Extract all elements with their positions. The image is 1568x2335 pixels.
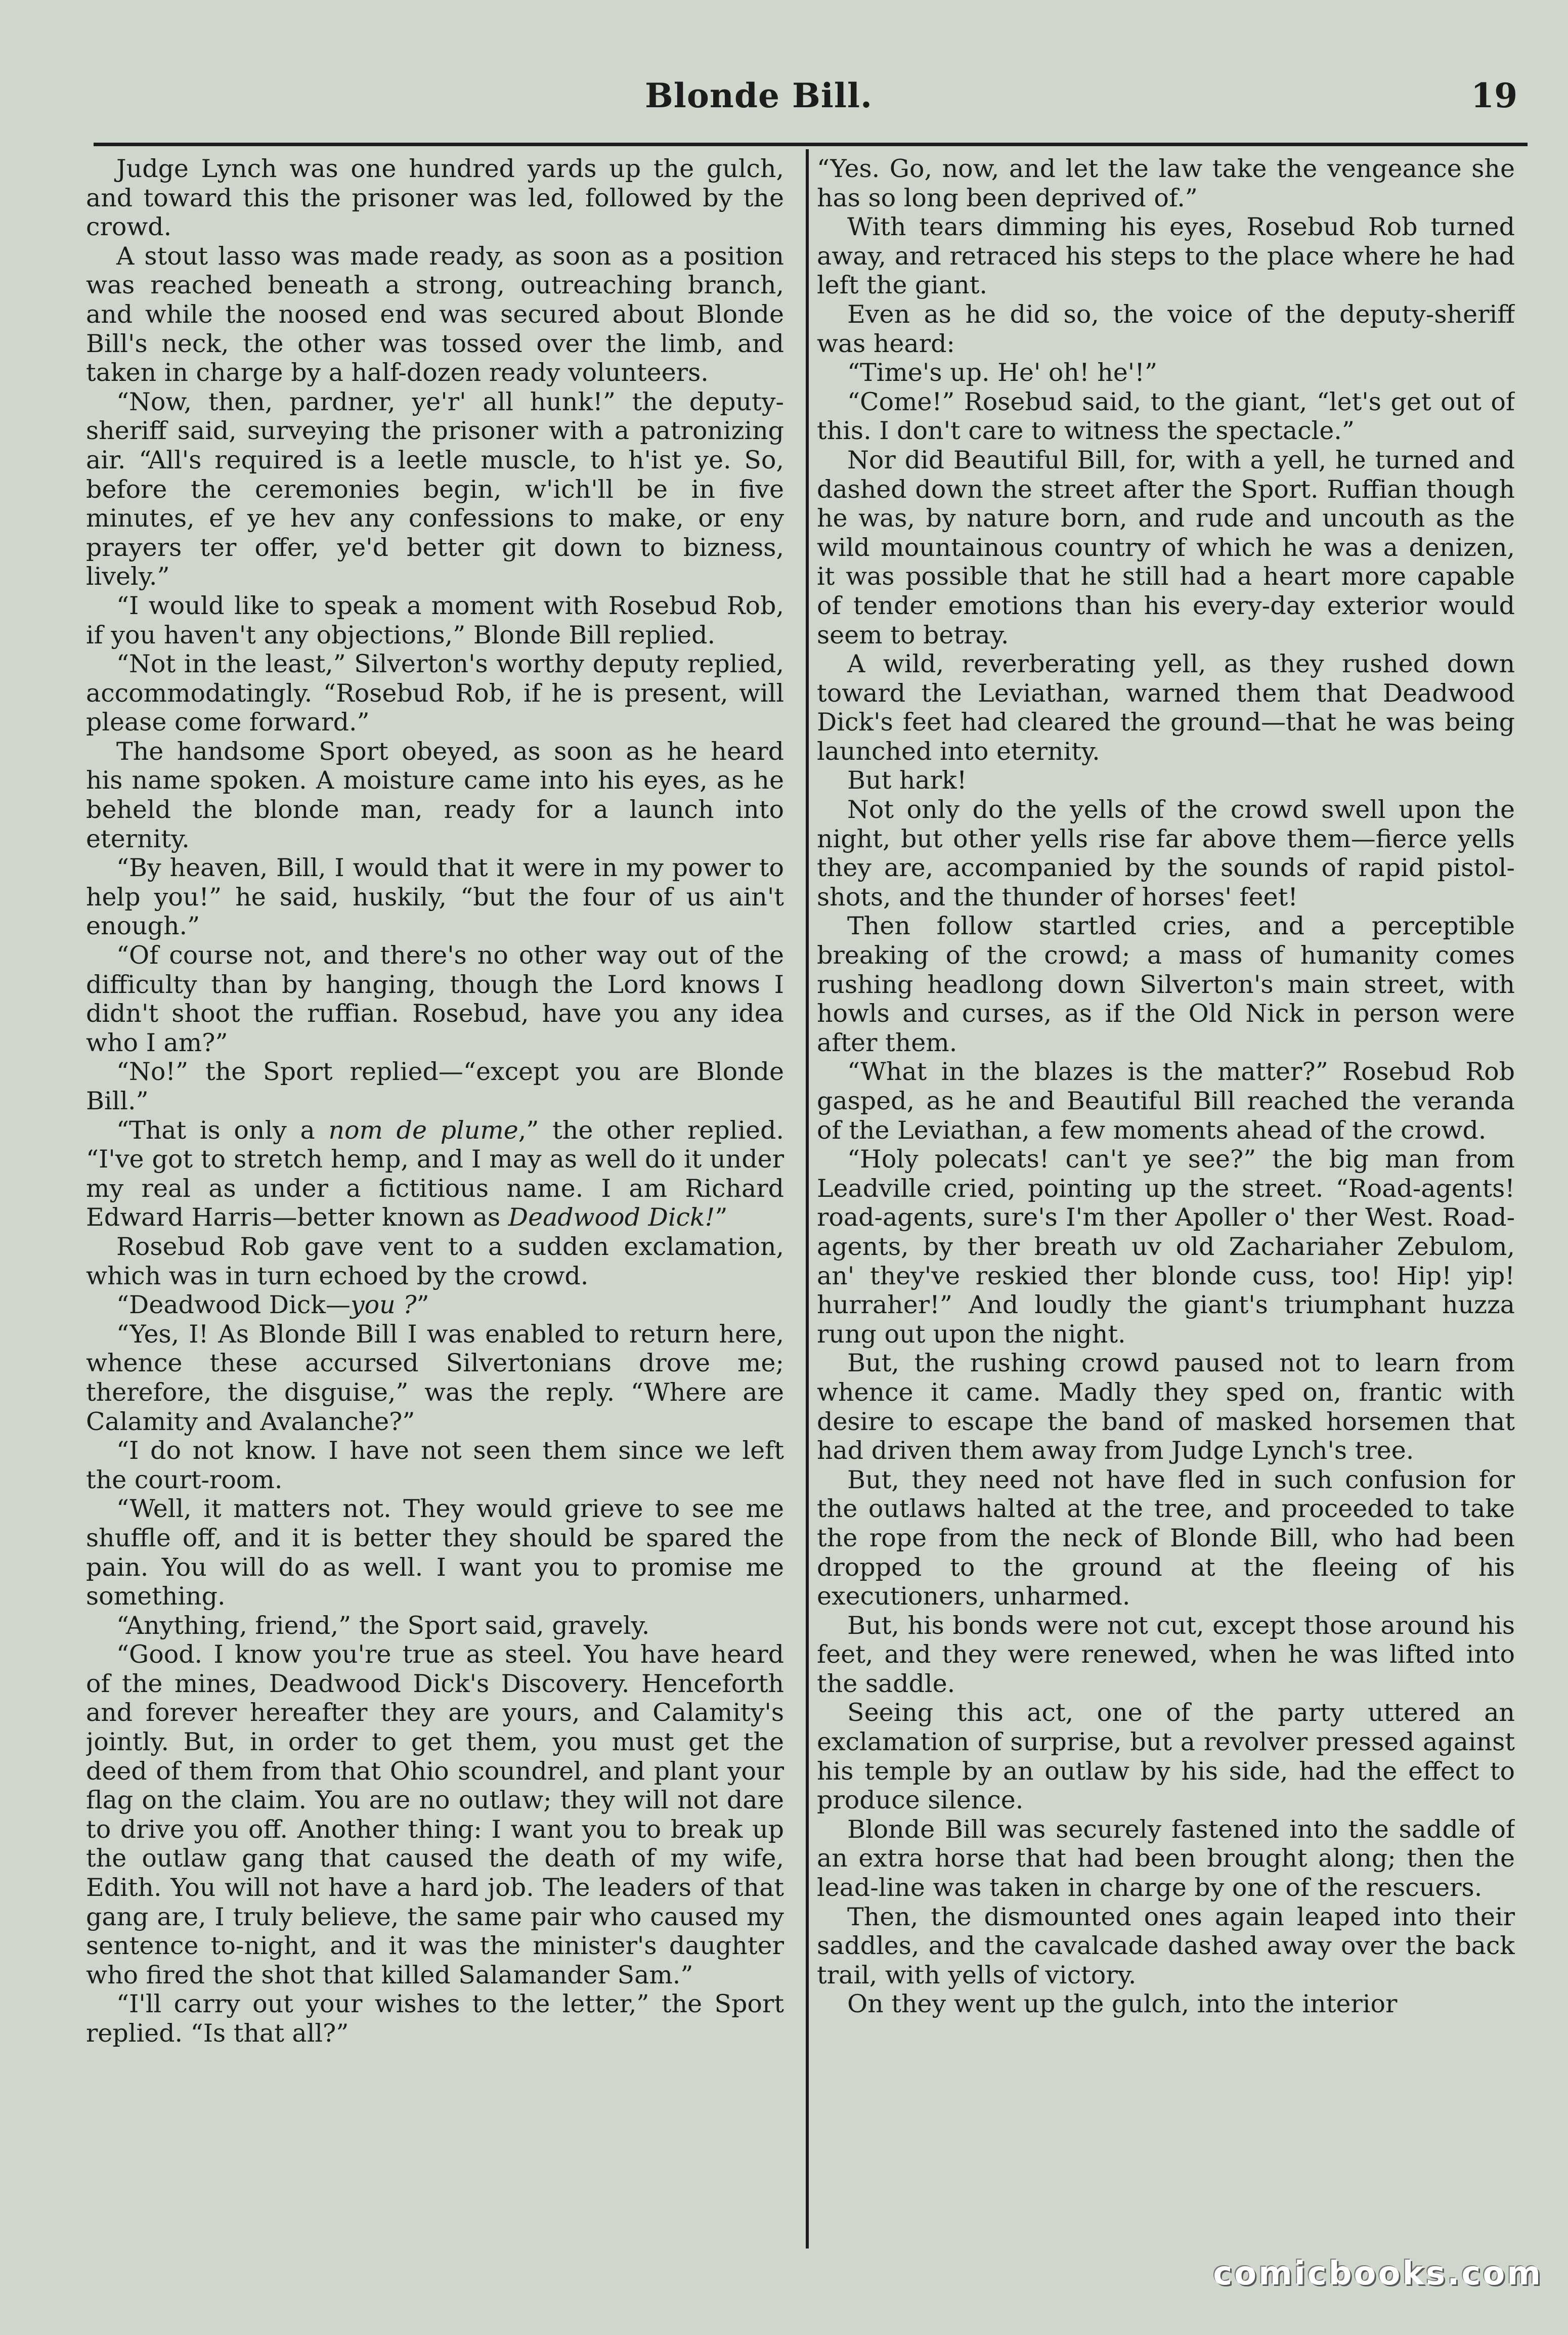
- right-column: [817, 154, 1515, 2279]
- paragraph: “Not in the least,” Silverton's worthy deputy replied, accommodatingly. “Rosebud Rob, if he is present, will please come forward.”: [86, 650, 784, 737]
- paragraph: Even as he did so, the voice of the deputy-sheriff was heard:: [817, 299, 1515, 358]
- paragraph: “By heaven, Bill, I would that it were in my power to help you!” he said, huskily, “but the four of us ain't enough.”: [86, 853, 784, 941]
- paragraph: “That is only a nom de plume,” the other replied. “I've got to stretch hemp, and I may as well do it under my real as under a fictitious name. I am Richard Edward Harris—better known as Deadwood Dick!”: [86, 1115, 784, 1232]
- paragraph: “Anything, friend,” the Sport said, gravely.: [116, 1611, 650, 1640]
- paragraph: Not only do the yells of the crowd swell upon the night, but other yells rise far above them—fierce yells they are, accompanied by the sounds of rapid pistol-shots, and the thunder of horses' feet!: [817, 795, 1515, 912]
- paragraph: But, they need not have fled in such confusion for the outlaws halted at the tree, and proceeded to take the rope from the neck of Blonde Bill, who had been dropped to the ground at the fleeing of his executioners, unharmed.: [817, 1465, 1515, 1611]
- paragraph: Blonde Bill was securely fastened into the saddle of an extra horse that had been brought along; then the lead-line was taken in charge by one of the rescuers.: [817, 1814, 1515, 1902]
- running-title: Blonde Bill.: [645, 76, 873, 115]
- paragraph: Then follow startled cries, and a perceptible breaking of the crowd; a mass of humanity comes rushing headlong down Silverton's main street, with howls and curses, as if the Old Nick in person were after them.: [817, 912, 1515, 1057]
- paragraph: But hark!: [847, 766, 967, 795]
- watermark: comicbooks.com: [1213, 2255, 1543, 2293]
- paragraph: “Holy polecats! can't ye see?” the big man from Leadville cried, pointing up the street. “Road-agents! road-agents, sure's I'm ther Apoller o' ther West. Road-agents, by ther breath uv old Zachariaher Zebulom, an' they've reskied ther blonde cuss, too! Hip! yip! hurraher!” And loudly the giant's triumphant huzza rung out upon the night.: [817, 1145, 1515, 1349]
- paragraph: A wild, reverberating yell, as they rushed down toward the Leviathan, warned them that Deadwood Dick's feet had cleared the ground—that he was being launched into eternity.: [817, 650, 1515, 766]
- paragraph: “Good. I know you're true as steel. You have heard of the mines, Deadwood Dick's Discovery. Henceforth and forever hereafter they are yours, and Calamity's jointly. But, in order to get them, you must get the deed of them from that Ohio scoundrel, and plant your flag on the claim. You are no outlaw; they will not dare to drive you off. Another thing: I want you to break up the outlaw gang that caused the death of my wife, Edith. You will not have a hard job. The leaders of that gang are, I truly believe, the same pair who caused my sentence to-night, and it was the minister's daughter who fired the shot that killed Salamander Sam.”: [86, 1640, 784, 1990]
- italic-text: you ?: [350, 1290, 417, 1320]
- page-number: 19: [1471, 76, 1517, 115]
- paragraph: “Yes. Go, now, and let the law take the vengeance she has so long been deprived of.”: [817, 154, 1515, 212]
- paragraph: “Yes, I! As Blonde Bill I was enabled to return here, whence these accursed Silvertonians drove me; therefore, the disguise,” was the reply. “Where are Calamity and Avalanche?”: [86, 1319, 784, 1436]
- paragraph: “I do not know. I have not seen them since we left the court-room.: [86, 1436, 784, 1494]
- header-rule: [94, 143, 1528, 146]
- paragraph: “Now, then, pardner, ye'r' all hunk!” the deputy-sheriff said, surveying the prisoner with a patronizing air. “All's required is a leetle muscle, to h'ist ye. So, before the ceremonies begin, w'ich'll be in five minutes, ef ye hev any confessions to make, or eny prayers ter offer, ye'd better git down to bizness, lively.”: [86, 387, 784, 591]
- paragraph: A stout lasso was made ready, as soon as a position was reached beneath a strong, outreaching branch, and while the noosed end was secured about Blonde Bill's neck, the other was tossed over the limb, and taken in charge by a half-dozen ready volunteers.: [86, 241, 784, 387]
- paragraph: “I would like to speak a moment with Rosebud Rob, if you haven't any objections,” Blonde Bill replied.: [86, 591, 784, 650]
- paragraph: On they went up the gulch, into the interior: [847, 1990, 1398, 2019]
- paragraph: Then, the dismounted ones again leaped into their saddles, and the cavalcade dashed away over the back trail, with yells of victory.: [817, 1902, 1515, 1990]
- paragraph: “Come!” Rosebud said, to the giant, “let's get out of this. I don't care to witness the spectacle.”: [817, 387, 1515, 446]
- paragraph: But, the rushing crowd paused not to learn from whence it came. Madly they sped on, frantic with desire to escape the band of masked horsemen that had driven them away from Judge Lynch's tree.: [817, 1349, 1515, 1465]
- paragraph: “No!” the Sport replied—“except you are Blonde Bill.”: [86, 1057, 784, 1115]
- italic-text: Deadwood Dick!: [508, 1203, 715, 1232]
- italic-text: nom de plume: [328, 1115, 518, 1145]
- paragraph: “Deadwood Dick—you ?”: [116, 1290, 429, 1320]
- paragraph: Nor did Beautiful Bill, for, with a yell, he turned and dashed down the street after the Sport. Ruffian though he was, by nature born, and rude and uncouth as the wild mountainous country of which he was a denizen, it was possible that he still had a heart more capable of tender emotions than his every-day exterior would seem to betray.: [817, 445, 1515, 650]
- paragraph: “I'll carry out your wishes to the letter,” the Sport replied. “Is that all?”: [86, 1990, 784, 2048]
- paragraph: “Time's up. He' oh! he'!”: [847, 358, 1158, 387]
- paragraph: “Of course not, and there's no other way out of the difficulty than by hanging, though the Lord knows I didn't shoot the ruffian. Rosebud, have you any idea who I am?”: [86, 941, 784, 1057]
- left-column: [86, 154, 784, 2279]
- paragraph: “Well, it matters not. They would grieve to see me shuffle off, and it is better they should be spared the pain. You will do as well. I want you to promise me something.: [86, 1494, 784, 1611]
- paragraph: With tears dimming his eyes, Rosebud Rob turned away, and retraced his steps to the place where he had left the giant.: [817, 212, 1515, 300]
- paragraph: Judge Lynch was one hundred yards up the gulch, and toward this the prisoner was led, followed by the crowd.: [86, 154, 784, 242]
- column-divider: [806, 149, 809, 2248]
- paragraph: But, his bonds were not cut, except those around his feet, and they were renewed, when he was lifted into the saddle.: [817, 1611, 1515, 1698]
- paragraph: Rosebud Rob gave vent to a sudden exclamation, which was in turn echoed by the crowd.: [86, 1232, 784, 1290]
- paragraph: The handsome Sport obeyed, as soon as he heard his name spoken. A moisture came into his eyes, as he beheld the blonde man, ready for a launch into eternity.: [86, 737, 784, 853]
- paragraph: “What in the blazes is the matter?” Rosebud Rob gasped, as he and Beautiful Bill reached the veranda of the Leviathan, a few moments ahead of the crowd.: [817, 1057, 1515, 1145]
- paragraph: Seeing this act, one of the party uttered an exclamation of surprise, but a revolver pressed against his temple by an outlaw by his side, had the effect to produce silence.: [817, 1698, 1515, 1815]
